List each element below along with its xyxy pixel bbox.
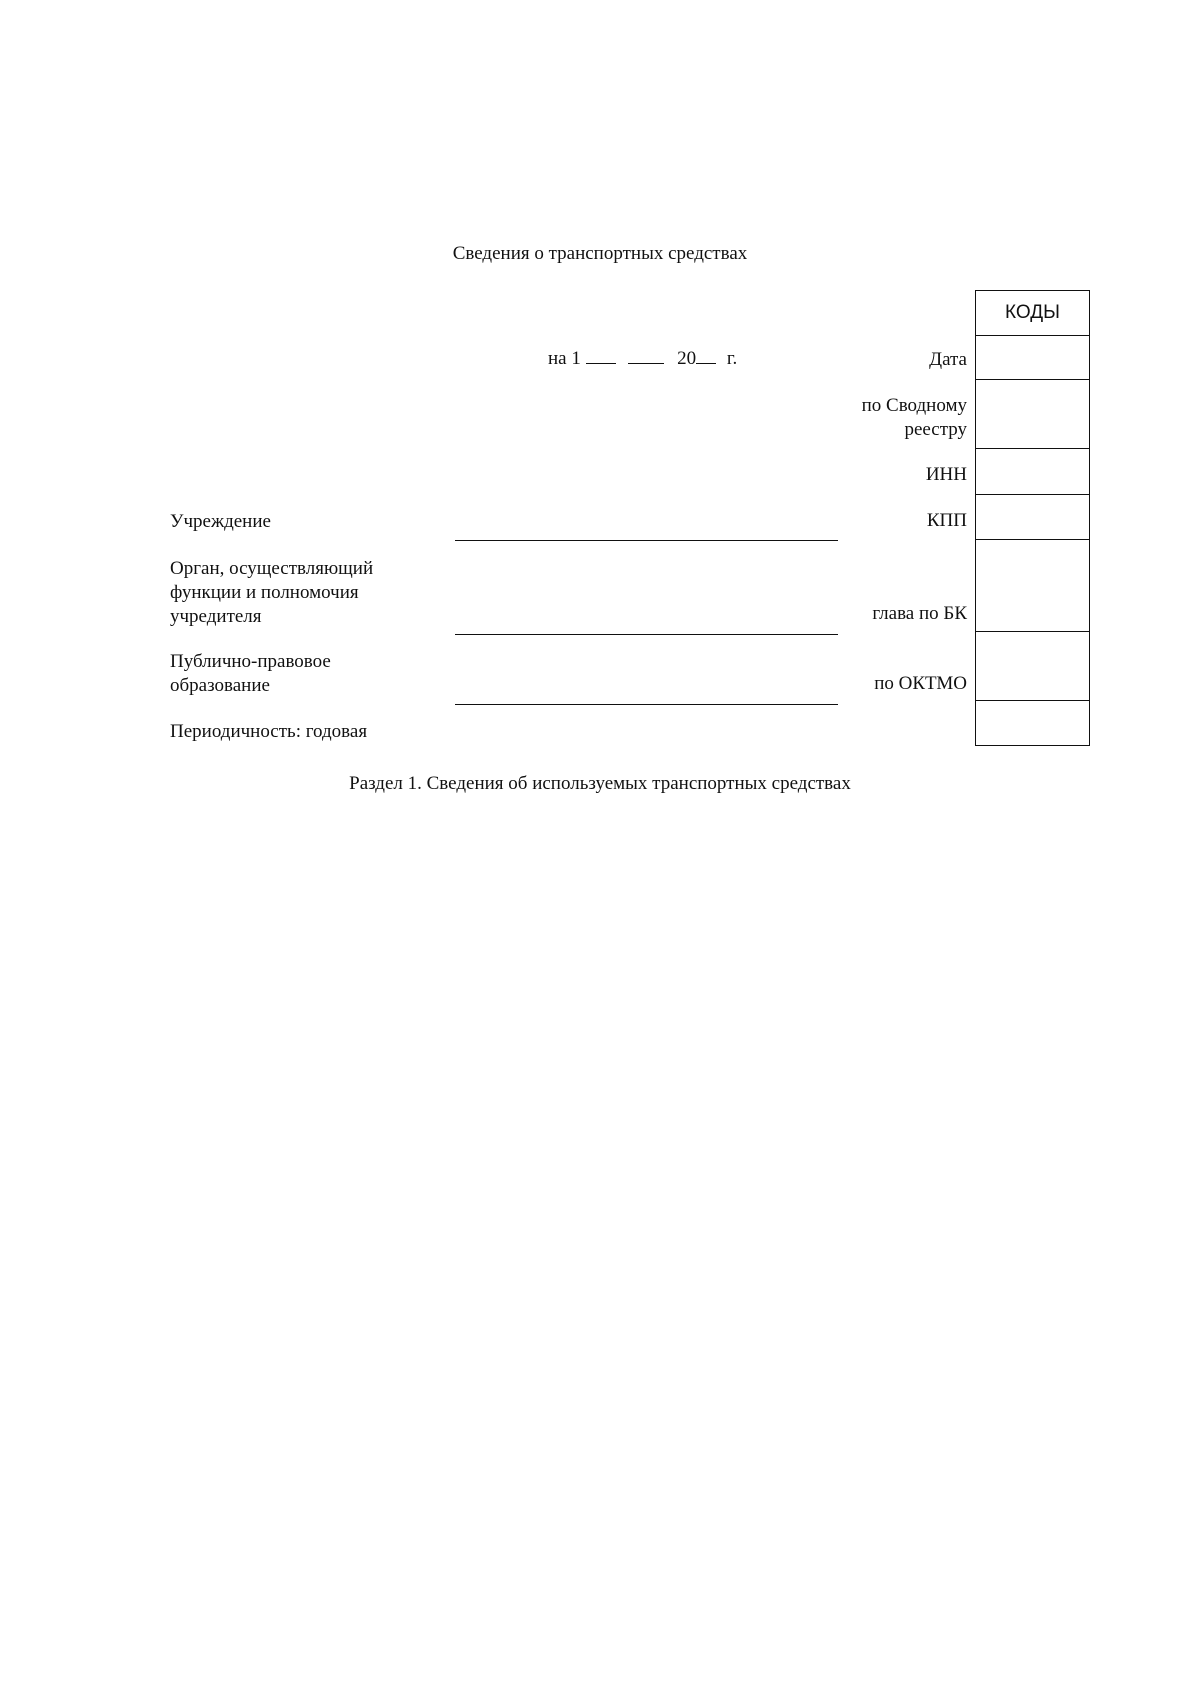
public-entity-field-line[interactable] (455, 704, 838, 705)
section-1-title: Раздел 1. Сведения об используемых транспортных средствах (349, 773, 851, 794)
codes-divider (976, 379, 1089, 380)
year-suffix: г. (726, 348, 738, 369)
report-date-line (548, 348, 737, 370)
label-registry-2: реестру (904, 419, 967, 440)
year-blank[interactable] (696, 349, 716, 364)
day-blank[interactable] (586, 349, 616, 364)
codes-divider (976, 539, 1089, 540)
label-founder-3: учредителя (170, 606, 262, 627)
label-public-entity-2: образование (170, 675, 270, 696)
month-blank[interactable] (628, 349, 664, 364)
label-founder-1: Орган, осуществляющий (170, 558, 374, 579)
label-oktmo: по ОКТМО (874, 673, 967, 694)
codes-divider (976, 631, 1089, 632)
codes-divider (976, 448, 1089, 449)
label-date: Дата (929, 349, 967, 370)
codes-header: КОДЫ (1005, 302, 1060, 323)
label-registry-1: по Сводному (861, 395, 967, 416)
founder-field-line[interactable] (455, 634, 838, 635)
codes-table (975, 290, 1090, 746)
codes-divider (976, 494, 1089, 495)
label-institution: Учреждение (170, 511, 271, 532)
label-chapter-bk: глава по БК (872, 603, 967, 624)
label-inn: ИНН (925, 464, 967, 485)
date-prefix: на 1 (548, 348, 581, 369)
label-kpp: КПП (926, 510, 967, 531)
form-title: Сведения о транспортных средствах (452, 243, 748, 264)
label-periodicity: Периодичность: годовая (170, 721, 368, 742)
year-prefix: 20 (677, 348, 697, 369)
label-public-entity-1: Публично-правовое (170, 651, 331, 672)
codes-divider (976, 700, 1089, 701)
label-founder-2: функции и полномочия (170, 582, 359, 603)
institution-field-line[interactable] (455, 540, 838, 541)
